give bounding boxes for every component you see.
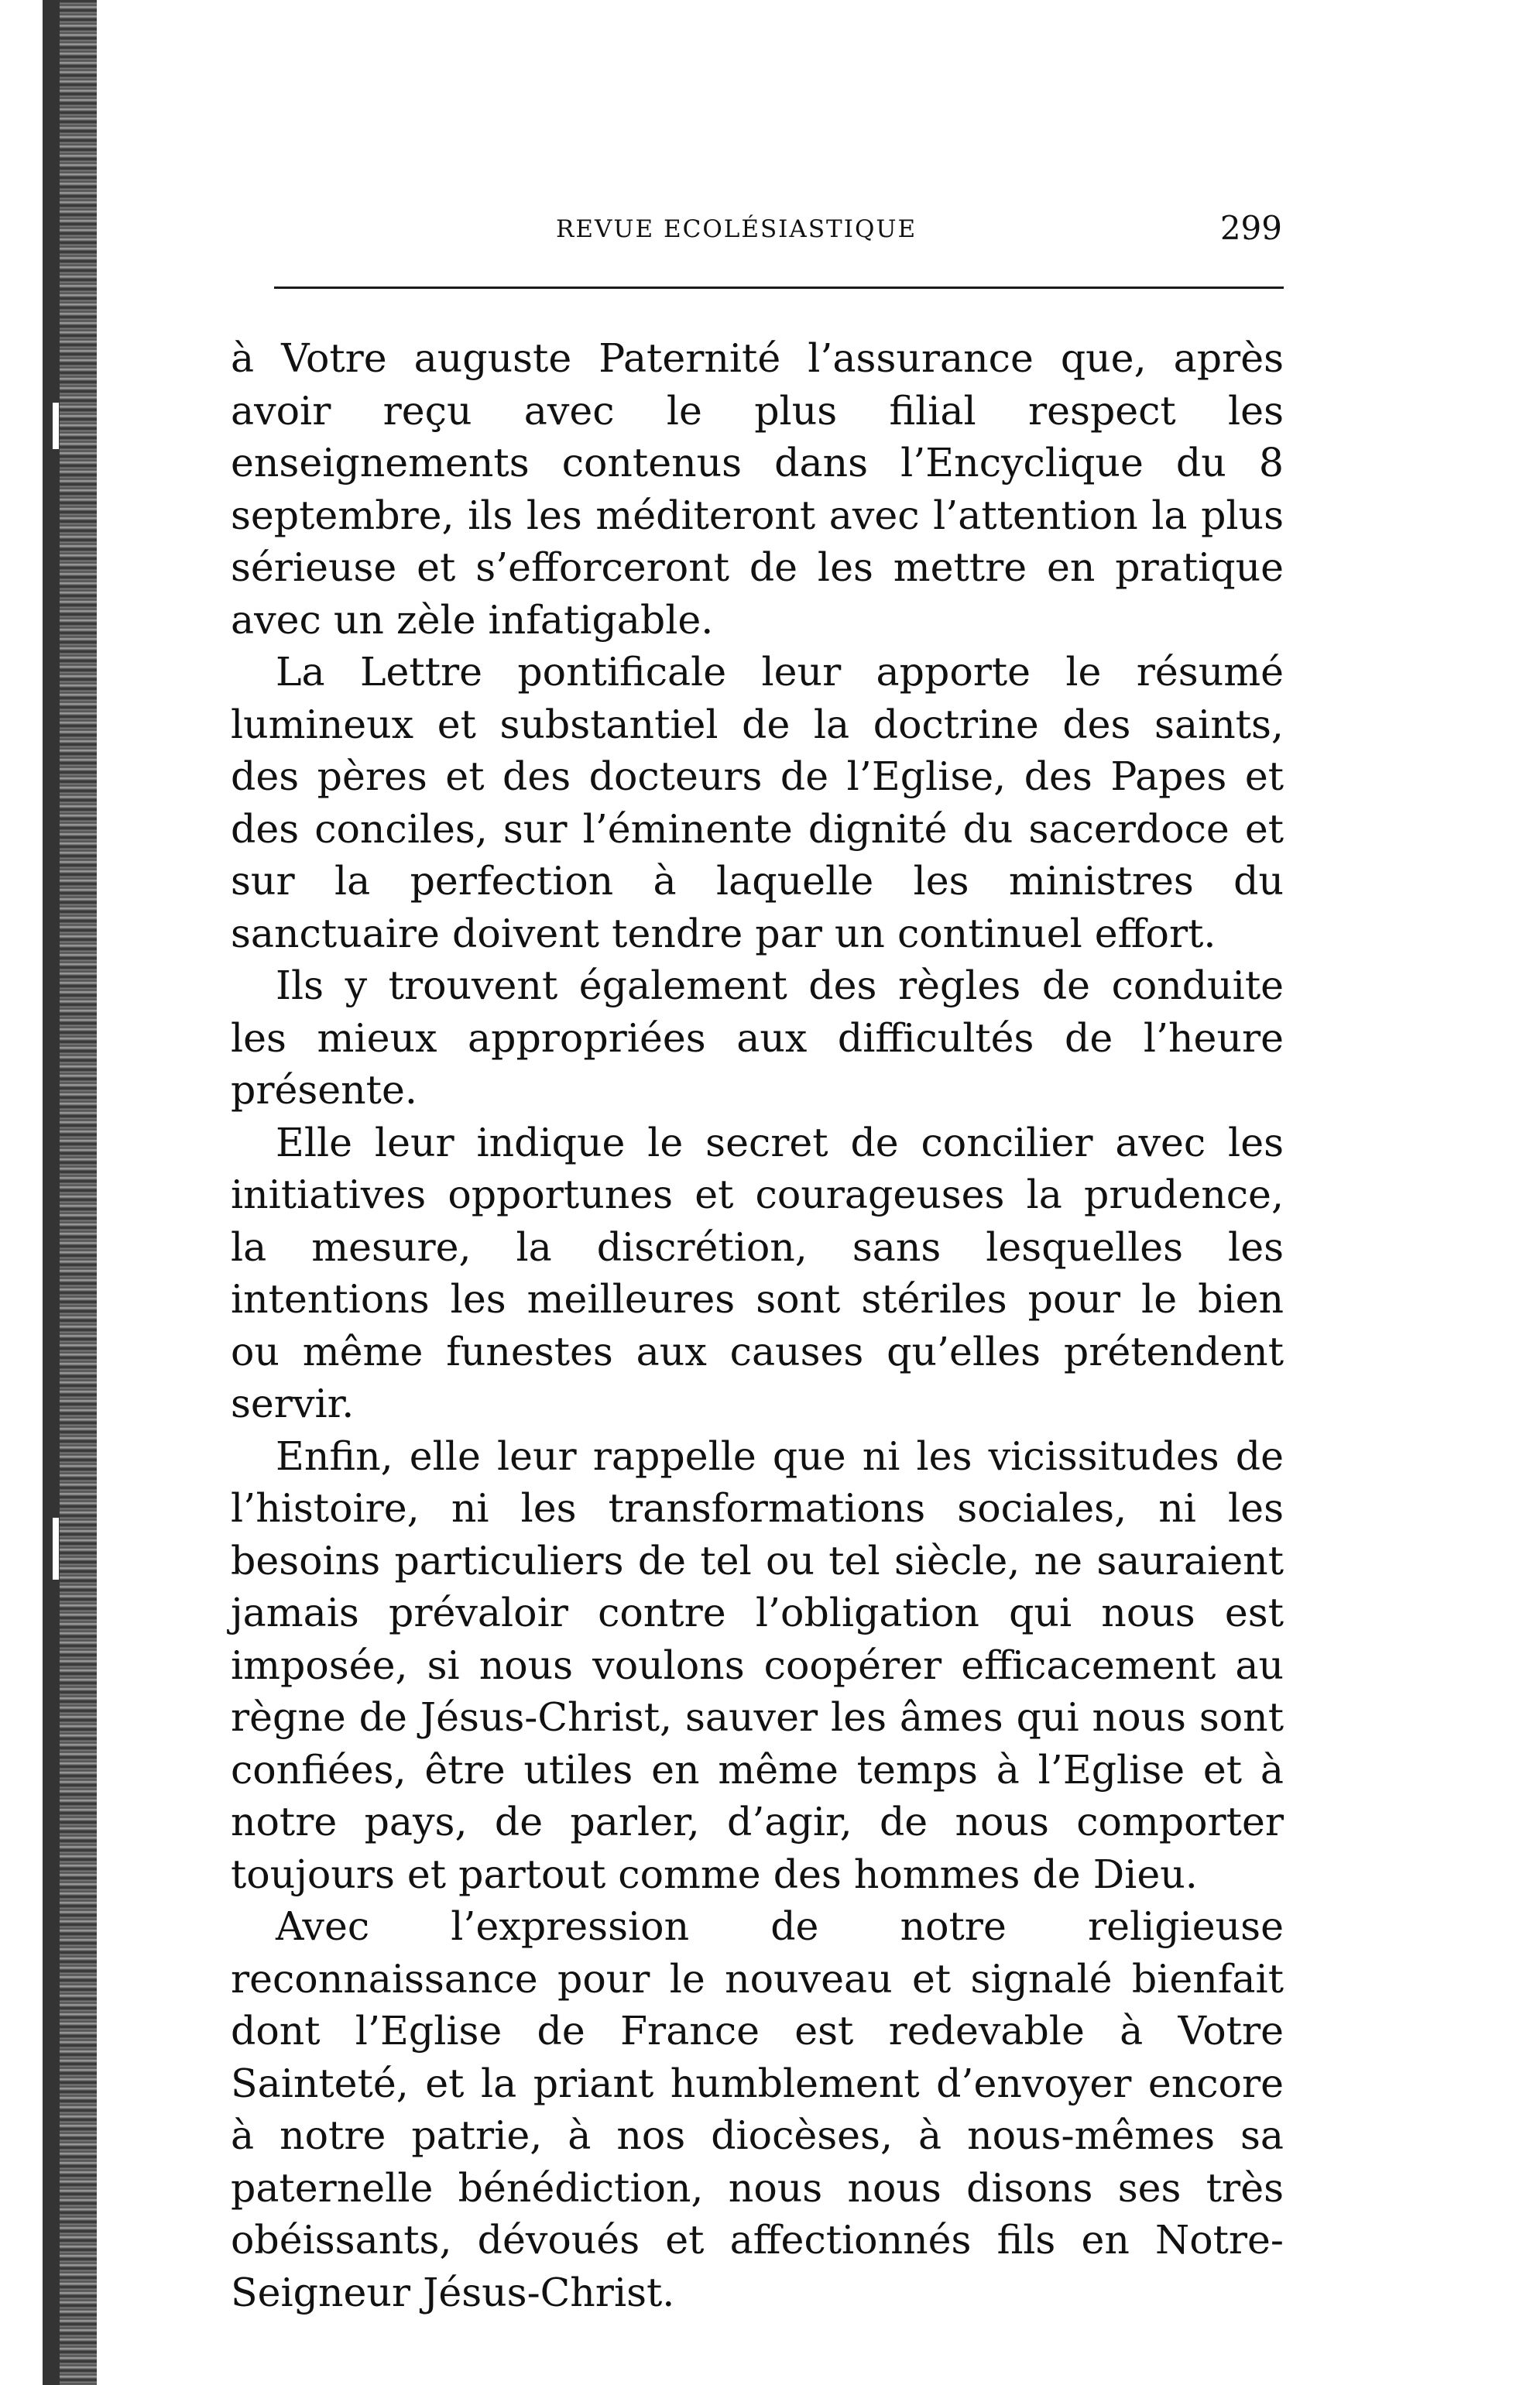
paragraph: La Lettre pontificale leur apporte le résumé lumineux et substantiel de la doctrine des saints, des pères et des docteurs de l’Eglise, des Papes et des conciles, sur l’éminente dignité du sacerdoce et sur la perfection à laquelle les ministres du sanctuaire doivent tendre par un continuel effort. <box>231 649 1284 956</box>
scanned-binding-edge <box>43 0 97 2385</box>
paragraph: Avec l’expression de notre religieuse reconnaissance pour le nouveau et signalé bienfait dont l’Eglise de France est redevable à Votre Sainteté, et la priant humblement d’envoyer encore à notre patrie, à nos diocèses, à nous-mêmes sa paternelle bénédiction, nous nous disons ses très obéissants, dévoués et affectionnés fils en Notre-Seigneur Jésus-Christ. <box>231 1903 1284 2315</box>
running-title: REVUE ECOLÉSIASTIQUE <box>556 215 917 243</box>
body-text <box>231 332 1284 2318</box>
paragraph: Enfin, elle leur rappelle que ni les vicissitudes de l’histoire, ni les transformations sociales, ni les besoins particuliers de tel ou tel siècle, ne sauraient jamais prévaloir contre l’obligation qui nous est imposée, si nous voulons coopérer efficacement au règne de Jésus-Christ, sauver les âmes qui nous sont confiées, être utiles en même temps à l’Eglise et à notre pays, de parler, d’agir, de nous comporter toujours et partout comme des hommes de Dieu. <box>231 1433 1284 1897</box>
paragraph: à Votre auguste Paternité l’assurance que, après avoir reçu avec le plus filial respect les enseignements contenus dans l’Encyclique du 8 septembre, ils les méditeront avec l’attention la plus sérieuse et s’efforceront de les mettre en pratique avec un zèle infatigable. <box>231 335 1284 643</box>
page <box>231 209 1284 2318</box>
paragraph: Ils y trouvent également des règles de conduite les mieux appropriées aux difficultés de l’heure présente. <box>231 963 1284 1113</box>
running-head <box>231 209 1284 256</box>
binding-gap <box>53 403 59 449</box>
page-number: 299 <box>1219 209 1282 247</box>
header-rule <box>274 287 1284 289</box>
binding-gap <box>53 1518 59 1580</box>
paragraph: Elle leur indique le secret de concilier avec les initiatives opportunes et courageuses la prudence, la mesure, la discrétion, sans lesquelles les intentions les meilleures sont stériles pour le bien ou même funestes aux causes qu’elles prétendent servir. <box>231 1119 1284 1426</box>
